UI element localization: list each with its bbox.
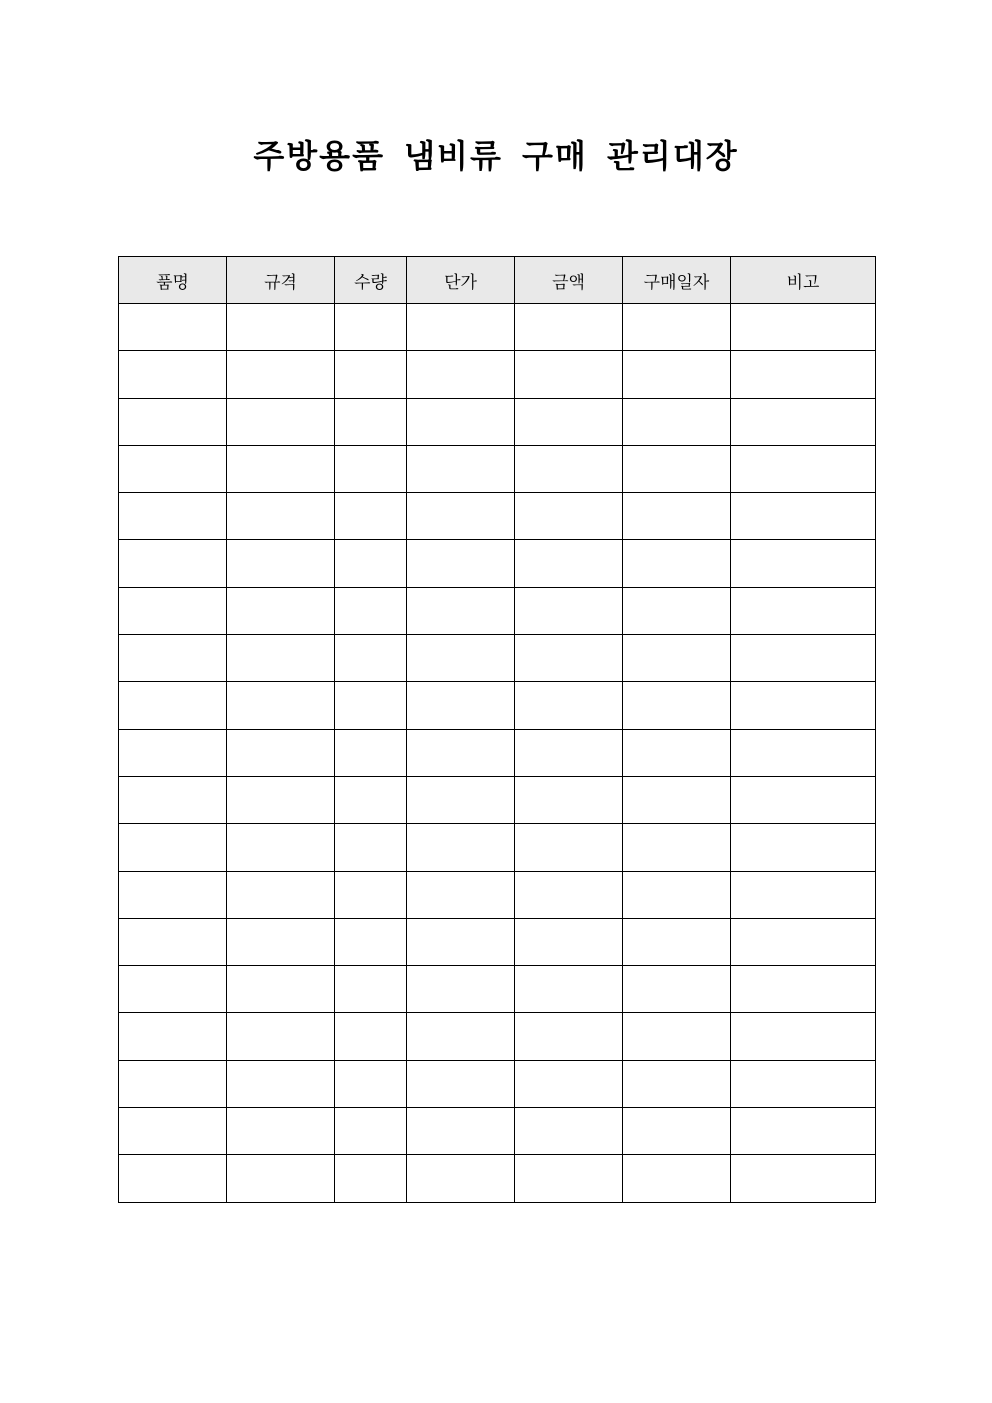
cell-spec [227,918,335,965]
cell-spec [227,351,335,398]
table-row [119,1013,876,1060]
cell-quantity [335,776,407,823]
cell-quantity [335,1013,407,1060]
cell-item-name [119,682,227,729]
cell-unit-price [407,635,515,682]
cell-spec [227,635,335,682]
cell-remarks [731,918,876,965]
cell-quantity [335,1108,407,1155]
cell-purchase-date [623,1108,731,1155]
cell-quantity [335,918,407,965]
table-row [119,635,876,682]
cell-quantity [335,729,407,776]
cell-unit-price [407,729,515,776]
cell-amount [515,540,623,587]
cell-amount [515,1108,623,1155]
cell-remarks [731,1060,876,1107]
cell-unit-price [407,398,515,445]
cell-amount [515,776,623,823]
cell-unit-price [407,918,515,965]
cell-amount [515,682,623,729]
column-header-remarks: 비고 [731,257,876,304]
column-header-amount: 금액 [515,257,623,304]
cell-unit-price [407,445,515,492]
cell-spec [227,729,335,776]
cell-amount [515,445,623,492]
table-body [119,304,876,1203]
cell-remarks [731,1013,876,1060]
cell-unit-price [407,1155,515,1202]
cell-purchase-date [623,587,731,634]
table-row [119,493,876,540]
cell-remarks [731,304,876,351]
table-row [119,918,876,965]
cell-quantity [335,682,407,729]
table-row [119,682,876,729]
cell-item-name [119,398,227,445]
cell-remarks [731,1108,876,1155]
cell-amount [515,587,623,634]
table-row [119,729,876,776]
cell-remarks [731,1155,876,1202]
cell-quantity [335,351,407,398]
cell-spec [227,1108,335,1155]
cell-unit-price [407,493,515,540]
cell-spec [227,540,335,587]
cell-amount [515,824,623,871]
cell-amount [515,966,623,1013]
cell-unit-price [407,824,515,871]
table-row [119,445,876,492]
cell-unit-price [407,871,515,918]
cell-quantity [335,635,407,682]
column-header-purchase-date: 구매일자 [623,257,731,304]
table-row [119,966,876,1013]
cell-spec [227,1013,335,1060]
cell-purchase-date [623,445,731,492]
cell-purchase-date [623,493,731,540]
cell-purchase-date [623,966,731,1013]
cell-quantity [335,304,407,351]
cell-quantity [335,824,407,871]
cell-item-name [119,1013,227,1060]
cell-purchase-date [623,729,731,776]
cell-amount [515,493,623,540]
table-row [119,398,876,445]
cell-item-name [119,351,227,398]
cell-remarks [731,351,876,398]
cell-item-name [119,871,227,918]
cell-remarks [731,445,876,492]
table-row [119,776,876,823]
cell-quantity [335,871,407,918]
cell-amount [515,1060,623,1107]
cell-purchase-date [623,1060,731,1107]
cell-item-name [119,1108,227,1155]
cell-remarks [731,729,876,776]
cell-remarks [731,871,876,918]
cell-amount [515,1155,623,1202]
cell-spec [227,587,335,634]
cell-spec [227,824,335,871]
cell-item-name [119,729,227,776]
column-header-spec: 규격 [227,257,335,304]
cell-purchase-date [623,398,731,445]
cell-item-name [119,918,227,965]
cell-purchase-date [623,1155,731,1202]
cell-remarks [731,398,876,445]
cell-unit-price [407,351,515,398]
cell-item-name [119,445,227,492]
cell-remarks [731,966,876,1013]
table-row [119,587,876,634]
cell-item-name [119,540,227,587]
cell-purchase-date [623,824,731,871]
cell-purchase-date [623,635,731,682]
cell-amount [515,871,623,918]
header-row [119,257,876,304]
cell-item-name [119,824,227,871]
cell-item-name [119,776,227,823]
cell-spec [227,493,335,540]
cell-unit-price [407,304,515,351]
cell-amount [515,398,623,445]
cell-unit-price [407,1108,515,1155]
table-row [119,1108,876,1155]
cell-amount [515,304,623,351]
cell-spec [227,966,335,1013]
cell-purchase-date [623,682,731,729]
cell-unit-price [407,540,515,587]
cell-remarks [731,493,876,540]
cell-spec [227,871,335,918]
table-row [119,871,876,918]
cell-item-name [119,493,227,540]
cell-quantity [335,1155,407,1202]
cell-amount [515,1013,623,1060]
cell-quantity [335,966,407,1013]
purchase-ledger-table [118,256,876,1203]
table-row [119,351,876,398]
cell-quantity [335,540,407,587]
cell-item-name [119,966,227,1013]
cell-spec [227,682,335,729]
cell-spec [227,776,335,823]
cell-remarks [731,587,876,634]
cell-remarks [731,776,876,823]
cell-quantity [335,1060,407,1107]
cell-remarks [731,682,876,729]
table-row [119,304,876,351]
cell-purchase-date [623,1013,731,1060]
cell-spec [227,398,335,445]
cell-unit-price [407,776,515,823]
cell-purchase-date [623,351,731,398]
table-row [119,824,876,871]
cell-unit-price [407,966,515,1013]
cell-item-name [119,635,227,682]
cell-purchase-date [623,776,731,823]
table-row [119,540,876,587]
cell-remarks [731,635,876,682]
cell-unit-price [407,682,515,729]
page-title: 주방용품 냄비류 구매 관리대장 [253,137,739,175]
cell-remarks [731,540,876,587]
cell-amount [515,351,623,398]
column-header-quantity: 수량 [335,257,407,304]
cell-quantity [335,445,407,492]
cell-purchase-date [623,871,731,918]
cell-item-name [119,587,227,634]
cell-amount [515,918,623,965]
cell-unit-price [407,1060,515,1107]
cell-quantity [335,587,407,634]
table-row [119,1155,876,1202]
cell-remarks [731,824,876,871]
cell-amount [515,635,623,682]
cell-spec [227,1060,335,1107]
cell-item-name [119,304,227,351]
cell-amount [515,729,623,776]
column-header-unit-price: 단가 [407,257,515,304]
cell-quantity [335,493,407,540]
cell-item-name [119,1060,227,1107]
cell-spec [227,1155,335,1202]
cell-unit-price [407,587,515,634]
cell-spec [227,304,335,351]
cell-item-name [119,1155,227,1202]
cell-purchase-date [623,918,731,965]
cell-quantity [335,398,407,445]
column-header-item-name: 품명 [119,257,227,304]
cell-unit-price [407,1013,515,1060]
cell-purchase-date [623,304,731,351]
cell-spec [227,445,335,492]
table-row [119,1060,876,1107]
cell-purchase-date [623,540,731,587]
